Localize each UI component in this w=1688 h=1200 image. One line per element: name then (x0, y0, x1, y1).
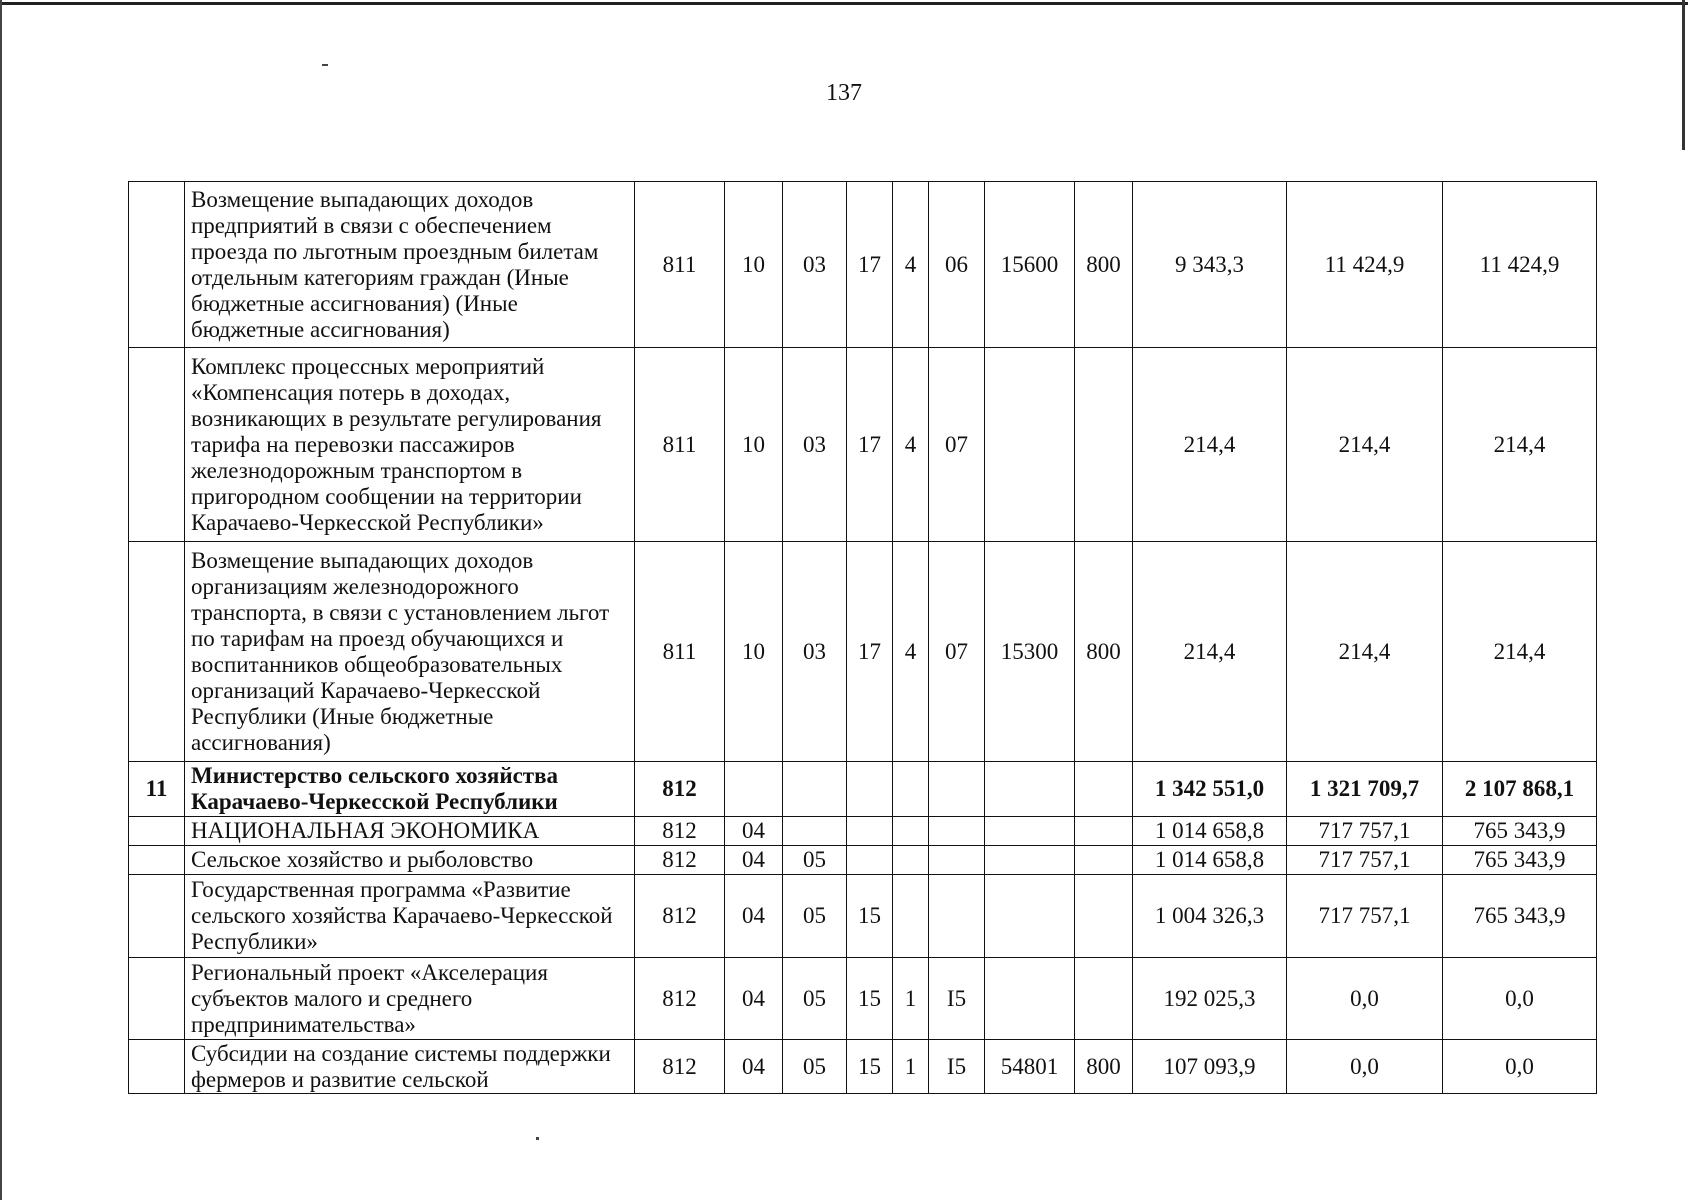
row-number-cell (129, 182, 185, 348)
section-cell: 04 (725, 958, 783, 1040)
row-number-cell (129, 1040, 185, 1094)
row-number-cell (129, 958, 185, 1040)
subsection-cell: 05 (783, 846, 847, 875)
section-cell: 04 (725, 1040, 783, 1094)
row-number-cell (129, 542, 185, 762)
event-cell: I5 (929, 1040, 985, 1094)
event-cell: 06 (929, 182, 985, 348)
section-cell: 04 (725, 846, 783, 875)
year2-amount-cell: 214,4 (1287, 542, 1443, 762)
section-cell: 10 (725, 348, 783, 542)
description-cell: Региональный проект «Акселерация субъектов малого и среднего предпринимательства» (185, 958, 635, 1040)
year3-amount-cell: 214,4 (1443, 542, 1597, 762)
year1-amount-cell: 1 004 326,3 (1133, 875, 1287, 958)
subprogram-cell: 4 (893, 542, 929, 762)
program-cell: 17 (847, 182, 893, 348)
year3-amount-cell: 765 343,9 (1443, 875, 1597, 958)
program-cell: 17 (847, 542, 893, 762)
expense-type-cell: 800 (1075, 1040, 1133, 1094)
expense-type-cell (1075, 875, 1133, 958)
left-border-line (0, 0, 2, 1200)
year2-amount-cell: 717 757,1 (1287, 846, 1443, 875)
expense-type-cell (1075, 817, 1133, 846)
event-cell (929, 846, 985, 875)
scan-speck (322, 64, 328, 66)
budget-table-body (129, 182, 1597, 1094)
event-cell: 07 (929, 542, 985, 762)
year3-amount-cell: 2 107 868,1 (1443, 762, 1597, 817)
page-number: 137 (826, 80, 862, 106)
grbs-cell: 811 (635, 348, 725, 542)
year3-amount-cell: 765 343,9 (1443, 846, 1597, 875)
description-cell: Возмещение выпадающих доходов предприятий в связи с обеспечением проезда по льготным проездным билетам отдельным категориям граждан (Иные бюджетные ассигнования) (Иные бюджетные ассигнования) (185, 182, 635, 348)
grbs-cell: 811 (635, 542, 725, 762)
table-row (129, 348, 1597, 542)
event-cell (929, 817, 985, 846)
year3-amount-cell: 0,0 (1443, 1040, 1597, 1094)
row-number-cell (129, 817, 185, 846)
subsection-cell: 03 (783, 542, 847, 762)
year1-amount-cell: 107 093,9 (1133, 1040, 1287, 1094)
direction-cell (985, 817, 1075, 846)
year1-amount-cell: 192 025,3 (1133, 958, 1287, 1040)
year1-amount-cell: 1 014 658,8 (1133, 817, 1287, 846)
year2-amount-cell: 717 757,1 (1287, 817, 1443, 846)
event-cell (929, 762, 985, 817)
table-row (129, 846, 1597, 875)
description-cell: Министерство сельского хозяйства Карачаево-Черкесской Республики (185, 762, 635, 817)
table-row (129, 182, 1597, 348)
program-cell: 15 (847, 1040, 893, 1094)
program-cell (847, 762, 893, 817)
budget-table (128, 181, 1597, 1094)
subprogram-cell (893, 875, 929, 958)
subsection-cell (783, 817, 847, 846)
expense-type-cell (1075, 958, 1133, 1040)
year2-amount-cell: 717 757,1 (1287, 875, 1443, 958)
direction-cell (985, 762, 1075, 817)
subprogram-cell (893, 846, 929, 875)
scan-speck (536, 1137, 539, 1140)
grbs-cell: 811 (635, 182, 725, 348)
expense-type-cell: 800 (1075, 542, 1133, 762)
description-cell: Субсидии на создание системы поддержки фермеров и развитие сельской (185, 1040, 635, 1094)
grbs-cell: 812 (635, 762, 725, 817)
subprogram-cell (893, 762, 929, 817)
subsection-cell (783, 762, 847, 817)
table-row (129, 817, 1597, 846)
description-cell: Государственная программа «Развитие сельского хозяйства Карачаево-Черкесской Республики» (185, 875, 635, 958)
grbs-cell: 812 (635, 1040, 725, 1094)
subprogram-cell: 4 (893, 348, 929, 542)
year3-amount-cell: 0,0 (1443, 958, 1597, 1040)
table-row (129, 762, 1597, 817)
section-cell (725, 762, 783, 817)
right-border-line (1682, 0, 1685, 150)
year1-amount-cell: 1 014 658,8 (1133, 846, 1287, 875)
table-row (129, 875, 1597, 958)
grbs-cell: 812 (635, 958, 725, 1040)
year3-amount-cell: 765 343,9 (1443, 817, 1597, 846)
direction-cell (985, 846, 1075, 875)
section-cell: 10 (725, 542, 783, 762)
direction-cell: 15600 (985, 182, 1075, 348)
program-cell: 17 (847, 348, 893, 542)
description-cell: НАЦИОНАЛЬНАЯ ЭКОНОМИКА (185, 817, 635, 846)
direction-cell (985, 348, 1075, 542)
year1-amount-cell: 1 342 551,0 (1133, 762, 1287, 817)
year1-amount-cell: 214,4 (1133, 348, 1287, 542)
program-cell: 15 (847, 875, 893, 958)
top-border-line (0, 2, 1688, 5)
year2-amount-cell: 1 321 709,7 (1287, 762, 1443, 817)
expense-type-cell: 800 (1075, 182, 1133, 348)
year2-amount-cell: 0,0 (1287, 958, 1443, 1040)
year1-amount-cell: 9 343,3 (1133, 182, 1287, 348)
table-row (129, 1040, 1597, 1094)
subsection-cell: 03 (783, 348, 847, 542)
direction-cell: 15300 (985, 542, 1075, 762)
program-cell: 15 (847, 958, 893, 1040)
direction-cell (985, 958, 1075, 1040)
grbs-cell: 812 (635, 817, 725, 846)
section-cell: 04 (725, 875, 783, 958)
description-cell: Комплекс процессных мероприятий «Компенсация потерь в доходах, возникающих в результате регулирования тарифа на перевозки пассажиров железнодорожным транспортом в пригородном сообщении на территории Карачаево-Черкесской Республики» (185, 348, 635, 542)
subsection-cell: 05 (783, 1040, 847, 1094)
subprogram-cell: 1 (893, 958, 929, 1040)
row-number-cell (129, 348, 185, 542)
subprogram-cell: 1 (893, 1040, 929, 1094)
section-cell: 10 (725, 182, 783, 348)
row-number-cell: 11 (129, 762, 185, 817)
year3-amount-cell: 214,4 (1443, 348, 1597, 542)
subprogram-cell: 4 (893, 182, 929, 348)
direction-cell (985, 875, 1075, 958)
expense-type-cell (1075, 846, 1133, 875)
subsection-cell: 05 (783, 875, 847, 958)
year2-amount-cell: 11 424,9 (1287, 182, 1443, 348)
grbs-cell: 812 (635, 846, 725, 875)
row-number-cell (129, 846, 185, 875)
table-row (129, 542, 1597, 762)
event-cell: I5 (929, 958, 985, 1040)
event-cell (929, 875, 985, 958)
grbs-cell: 812 (635, 875, 725, 958)
event-cell: 07 (929, 348, 985, 542)
description-cell: Возмещение выпадающих доходов организациям железнодорожного транспорта, в связи с установлением льгот по тарифам на проезд обучающихся и воспитанников общеобразовательных организаций Карачаево-Черкесской Республики (Иные бюджетные ассигнования) (185, 542, 635, 762)
section-cell: 04 (725, 817, 783, 846)
program-cell (847, 846, 893, 875)
year2-amount-cell: 0,0 (1287, 1040, 1443, 1094)
year3-amount-cell: 11 424,9 (1443, 182, 1597, 348)
year2-amount-cell: 214,4 (1287, 348, 1443, 542)
program-cell (847, 817, 893, 846)
subsection-cell: 03 (783, 182, 847, 348)
expense-type-cell (1075, 762, 1133, 817)
subsection-cell: 05 (783, 958, 847, 1040)
year1-amount-cell: 214,4 (1133, 542, 1287, 762)
table-row (129, 958, 1597, 1040)
direction-cell: 54801 (985, 1040, 1075, 1094)
subprogram-cell (893, 817, 929, 846)
expense-type-cell (1075, 348, 1133, 542)
row-number-cell (129, 875, 185, 958)
description-cell: Сельское хозяйство и рыболовство (185, 846, 635, 875)
